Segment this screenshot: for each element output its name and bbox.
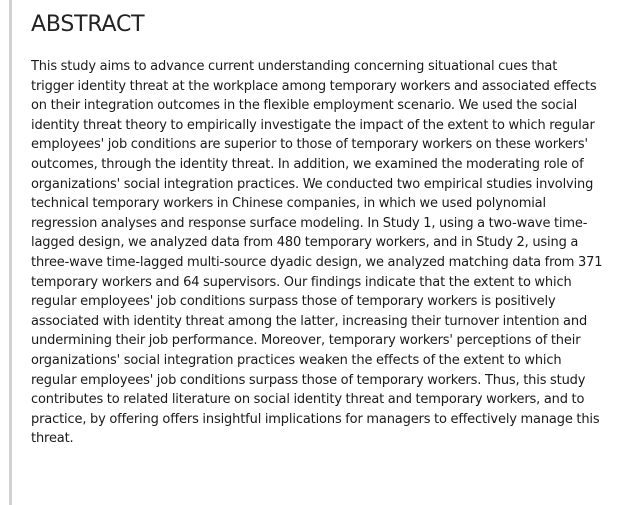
- abstract-heading: ABSTRACT: [31, 12, 145, 37]
- abstract-section: [9, 0, 636, 505]
- abstract-body-text: This study aims to advance current understanding concerning situational cues that trigger identity threat at the workplace among temporary workers and associated effects on their integration outcomes in the flexible employment scenario. We used the social identity threat theory to empirically investigate the impact of the extent to which regular employees' job conditions are superior to those of temporary workers on these workers' outcomes, through the identity threat. In addition, we examined the moderating role of organizations' social integration practices. We conducted two empirical studies involving technical temporary workers in Chinese companies, in which we used polynomial regression analyses and response surface modeling. In Study 1, using a two-wave time- lagged design, we analyzed data from 480 temporary workers, and in Study 2, using a three-wave time-lagged multi-source dyadic design, we analyzed matching data from 371 temporary workers and 64 supervisors. Our findings indicate that the extent to which regular employees' job conditions surpass those of temporary workers is positively associated with identity threat among the latter, increasing their turnover intention and undermining their job performance. Moreover, temporary workers' perceptions of their organizations' social integration practices weaken the effects of the extent to which regular employees' job conditions surpass those of temporary workers. Thus, this study contributes to related literature on social identity threat and temporary workers, and to practice, by offering offers insightful implications for managers to effectively manage this threat.: [31, 59, 603, 447]
